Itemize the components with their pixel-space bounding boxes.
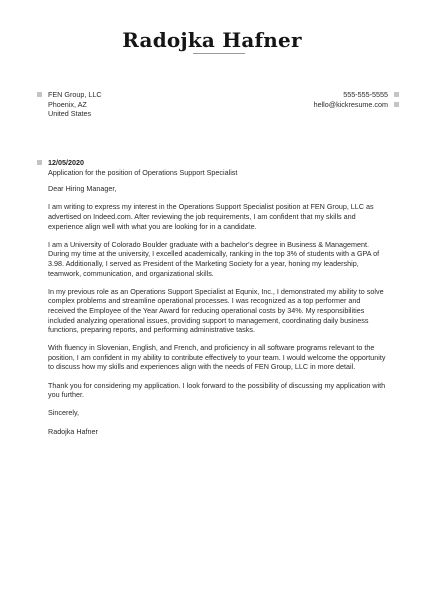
applicant-name: Radojka Hafner <box>122 28 302 52</box>
sender-contact-block <box>314 90 399 109</box>
sender-email: hello@kickresume.com <box>313 99 388 109</box>
letter-body <box>37 158 389 436</box>
recipient-block <box>37 90 102 119</box>
letter-date: 12/05/2020 <box>48 158 84 167</box>
recipient-company: FEN Group, LLC <box>48 90 102 99</box>
letter-paragraph: In my previous role as an Operations Support Specialist at Equnix, Inc., I demonstrated my ability to solve complex problems and streamline operational processes. I was recognized as a top performer and received the Employee of the Year Award for reducing operational costs by 34%. My responsibilities included analyzing operational issues, providing support to management, coordinating daily business functions, preparing reports, and performing administrative tasks. <box>48 286 384 335</box>
letter-paragraph: I am a University of Colorado Boulder graduate with a bachelor's degree in Business & Management. During my time at the university, I excelled academically, ranking in the top 3% of students with a GPA of 3.98. Additionally, I served as President of the Marketing Society for a year, honing my leadership, teamwork, communication, and organizational skills. <box>48 239 380 278</box>
letter-closing: Sincerely, <box>48 408 80 418</box>
letter-greeting: Dear Hiring Manager, <box>48 184 117 194</box>
name-divider <box>193 53 245 54</box>
square-bullet-icon <box>37 160 42 165</box>
square-bullet-icon <box>394 102 399 107</box>
square-bullet-icon <box>394 92 399 97</box>
letter-paragraph: Thank you for considering my application. I look forward to the possibility of discussing my application with you further. <box>48 380 386 400</box>
date-row <box>37 158 389 168</box>
letter-subject: Application for the position of Operations Support Specialist <box>48 167 238 177</box>
square-bullet-icon <box>37 92 42 97</box>
recipient-city: Phoenix, AZ <box>48 99 87 109</box>
letter-paragraph: With fluency in Slovenian, English, and French, and proficiency in all software programs relevant to the position, I am confident in my ability to contribute effectively to your team. I would welcome the opportunity to discuss how my skills and experiences align with the needs of FEN Group, LLC in more detail. <box>48 343 386 372</box>
letter-signature: Radojka Hafner <box>48 426 98 436</box>
sender-phone: 555-555-5555 <box>343 90 388 99</box>
letter-content <box>48 184 389 436</box>
recipient-country: United States <box>48 109 92 119</box>
letter-paragraph: I am writing to express my interest in the Operations Support Specialist position at FEN Group, LLC as advertised on Indeed.com. After reviewing the job requirements, I am confident that my skills and experience align well with what you are looking for in a candidate. <box>48 202 374 231</box>
